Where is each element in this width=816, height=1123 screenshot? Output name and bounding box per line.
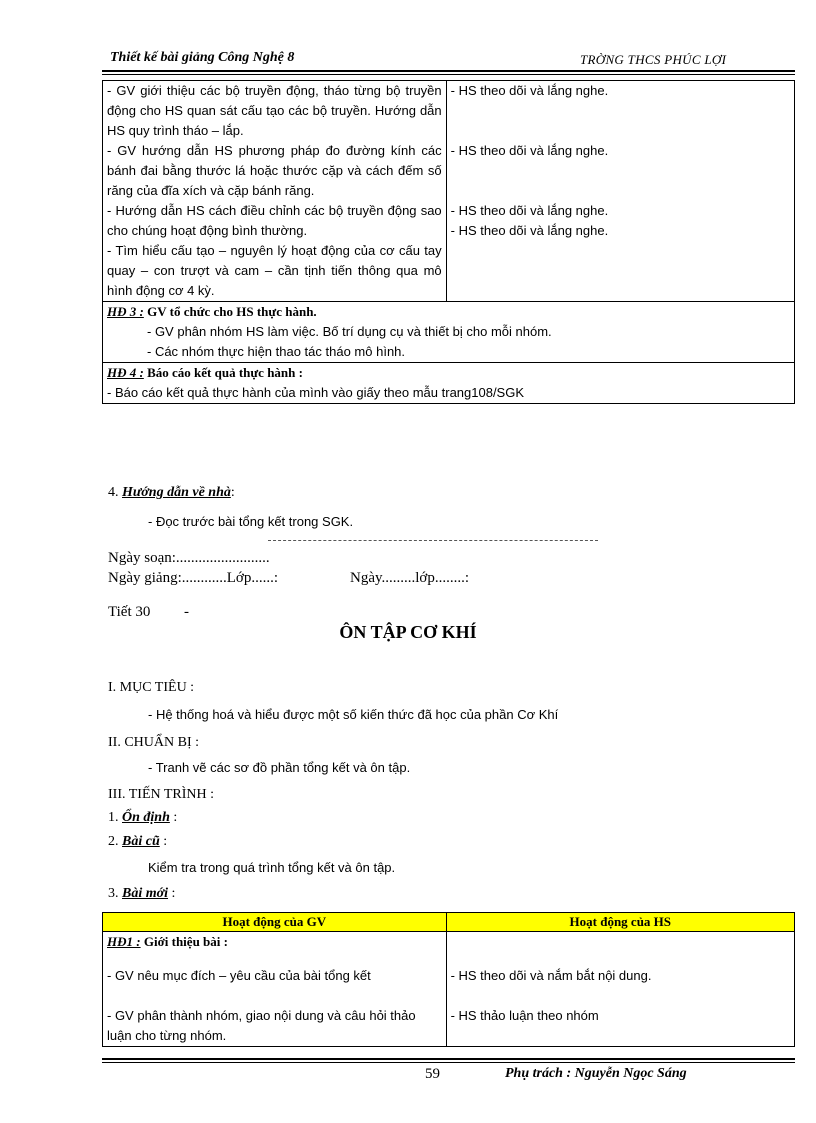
step-3 [108,886,175,902]
hs-activity-2: - HS theo dõi và lắng nghe. [450,143,609,158]
gv-item-1: - GV nêu mục đích – yêu cầu của bài tổng kết [107,968,371,983]
header-rule [102,70,795,72]
step-3-label: Bài mới [122,886,169,901]
activity-table [102,912,795,1047]
date-class: Ngày.........lớp........: [350,570,470,586]
lesson-dash: - [184,604,189,620]
hs-activity-1: - HS theo dõi và lắng nghe. [450,83,609,98]
lesson-number: Tiết 30 [108,604,151,620]
hs-item-1: - HS theo dõi và nắm bắt nội dung. [450,968,652,983]
step-2-number: 2. [108,834,119,849]
gv-activities-cell [103,81,447,302]
col-hs-header: Hoạt động của HS [446,913,794,932]
step-2-line: Kiểm tra trong quá trình tổng kết và ôn tập. [148,860,396,875]
separator [268,540,598,541]
homework-heading [108,485,235,501]
header-title: Thiết kế bài giảng Công Nghệ 8 [110,50,295,65]
section-procedure: III. TIẾN TRÌNH : [108,787,215,802]
hs-item-2: - HS thảo luận theo nhóm [450,1008,599,1023]
table-row [103,302,795,363]
hd3-label: HĐ 3 : [107,304,144,319]
page-number: 59 [425,1066,440,1082]
header-school: TRỜNG THCS PHÚC LỢI [580,52,727,67]
step-1-number: 1. [108,810,119,825]
step-2-tail: : [159,834,168,849]
hs-activities-cell [446,81,794,302]
table-row [103,363,795,404]
step-2-label: Bài cũ [122,834,160,849]
hd3-line-2: - Các nhóm thực hiện thao tác tháo mô hình. [147,344,406,359]
hd4-label: HĐ 4 : [107,365,144,380]
gv-activity-1: - GV giới thiệu các bộ truyền động, tháo từng bộ truyền động cho HS quan sát cấu tạo các bộ truyền. Hướng dẫn HS quy trình tháo – lắp. [107,83,442,138]
hs-activity-3: - HS theo dõi và lắng nghe. [450,203,609,218]
footer-author: Phụ trách : Nguyễn Ngọc Sáng [505,1066,687,1081]
table-row [103,932,795,1047]
hd1-label: HĐ1 : [107,934,141,949]
footer-rule-thin [102,1062,795,1063]
gv-activity-2: - GV hướng dẫn HS phương pháp đo đường kính các bánh đai bằng thước lá hoặc thước cặp và cách đếm số răng của đĩa xích và cặp bánh răng. [107,143,442,198]
hd4-title: Báo cáo kết quả thực hành : [143,365,303,380]
step-1-tail: : [169,810,178,825]
step-3-tail: : [168,886,176,901]
step-1 [108,810,177,826]
objectives-line: - Hệ thống hoá và hiểu được một số kiến thức đã học của phần Cơ Khí [148,707,559,722]
hd1-title: Giới thiệu bài : [140,934,228,949]
step-1-label: Ổn định [122,810,170,825]
lesson-title: ÔN TẬP CƠ KHÍ [339,622,477,642]
hd3-line-1: - GV phân nhóm HS làm việc. Bố trí dụng cụ và thiết bị cho mỗi nhóm. [147,324,552,339]
homework-number: 4. [108,485,119,500]
hd4-line: - Báo cáo kết quả thực hành của mình vào giấy theo mẫu trang108/SGK [107,385,525,400]
table-row [103,81,795,302]
header-rule-thin [102,74,795,75]
preparation-line: - Tranh vẽ các sơ đồ phần tổng kết và ôn tập. [148,760,411,775]
homework-label: Hướng dẫn về nhà [122,485,231,500]
section-objectives: I. MỤC TIÊU : [108,680,195,695]
gv-cell [103,932,447,1047]
date-taught: Ngày giảng:............Lớp......: [108,570,278,586]
hd3-cell [103,302,795,363]
homework-colon: : [230,485,235,500]
homework-line: - Đọc trước bài tổng kết trong SGK. [148,514,354,529]
hs-activity-4: - HS theo dõi và lắng nghe. [450,223,609,238]
footer-rule [102,1058,795,1060]
date-prepared: Ngày soạn:......................... [108,550,270,566]
activity-table-continued [102,80,795,404]
table-header-row [103,913,795,932]
gv-activity-4: - Tìm hiểu cấu tạo – nguyên lý hoạt động của cơ cấu tay quay – con trượt và cam – cần tịnh tiến thông qua mô hình động cơ 4 kỳ. [107,243,442,298]
col-gv-header: Hoạt động của GV [103,913,447,932]
step-2 [108,834,167,850]
section-preparation: II. CHUẨN BỊ : [108,735,199,750]
gv-activity-3: - Hướng dẫn HS cách điều chỉnh các bộ truyền động sao cho chúng hoạt động bình thường. [107,203,442,238]
hd4-cell [103,363,795,404]
step-3-number: 3. [108,886,119,901]
gv-item-2: - GV phân thành nhóm, giao nội dung và câu hỏi thảo luận cho từng nhóm. [107,1008,416,1043]
hd3-title: GV tổ chức cho HS thực hành. [143,304,317,319]
hs-cell [446,932,794,1047]
